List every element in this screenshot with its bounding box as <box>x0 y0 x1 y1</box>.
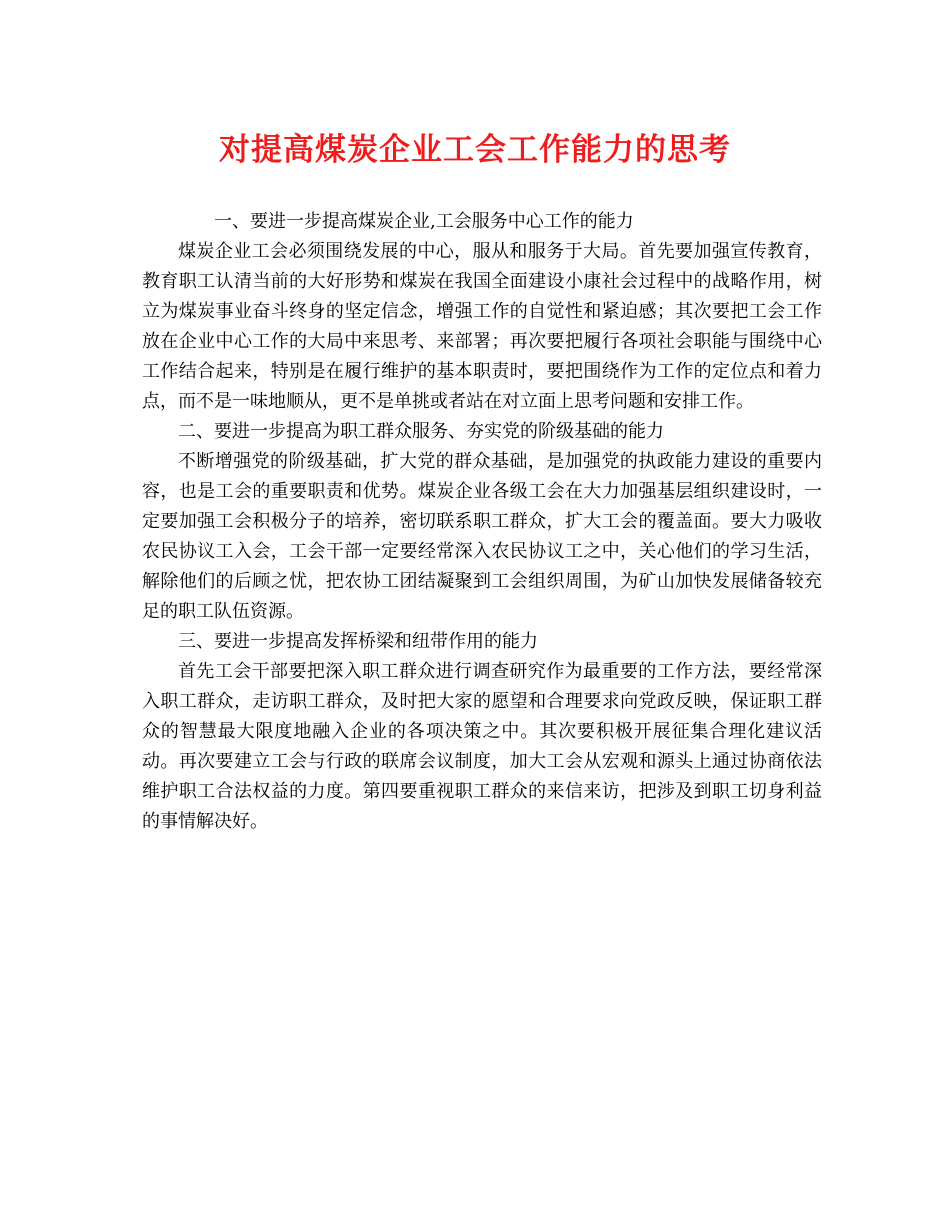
section-heading-3: 三、要进一步提高发挥桥梁和纽带作用的能力 <box>178 631 538 652</box>
section-paragraph-2: 不断增强党的阶级基础，扩大党的群众基础，是加强党的执政能力建设的重要内容，也是工会的重要职责和优势。煤炭企业各级工会在大力加强基层组织建设时，一定要加强工会积极分子的培养，密切联系职工群众，扩大工会的覆盖面。要大力吸收农民协议工入会，工会干部一定要经常深入农民协议工之中，关心他们的学习生活，解除他们的后顾之忧，把农协工团结凝聚到工会组织周围，为矿山加快发展储备较充足的职工队伍资源。 <box>142 451 822 622</box>
document-body <box>142 207 822 837</box>
document-title: 对提高煤炭企业工会工作能力的思考 <box>219 132 731 168</box>
section-heading-1: 一、要进一步提高煤炭企业,工会服务中心工作的能力 <box>214 211 634 232</box>
section-heading-2: 二、要进一步提高为职工群众服务、夯实党的阶级基础的能力 <box>178 421 664 442</box>
section-paragraph-1: 煤炭企业工会必须围绕发展的中心，服从和服务于大局。首先要加强宣传教育，教育职工认清当前的大好形势和煤炭在我国全面建设小康社会过程中的战略作用，树立为煤炭事业奋斗终身的坚定信念，增强工作的自觉性和紧迫感；其次要把工会工作放在企业中心工作的大局中来思考、来部署；再次要把履行各项社会职能与围绕中心工作结合起来，特别是在履行维护的基本职责时，要把围绕作为工作的定位点和着力点，而不是一味地顺从，更不是单挑或者站在对立面上思考问题和安排工作。 <box>142 241 822 412</box>
section-paragraph-3: 首先工会干部要把深入职工群众进行调查研究作为最重要的工作方法，要经常深入职工群众，走访职工群众，及时把大家的愿望和合理要求向党政反映，保证职工群众的智慧最大限度地融入企业的各项决策之中。其次要积极开展征集合理化建议活动。再次要建立工会与行政的联席会议制度，加大工会从宏观和源头上通过协商依法维护职工合法权益的力度。第四要重视职工群众的来信来访，把涉及到职工切身利益的事情解决好。 <box>142 661 822 832</box>
